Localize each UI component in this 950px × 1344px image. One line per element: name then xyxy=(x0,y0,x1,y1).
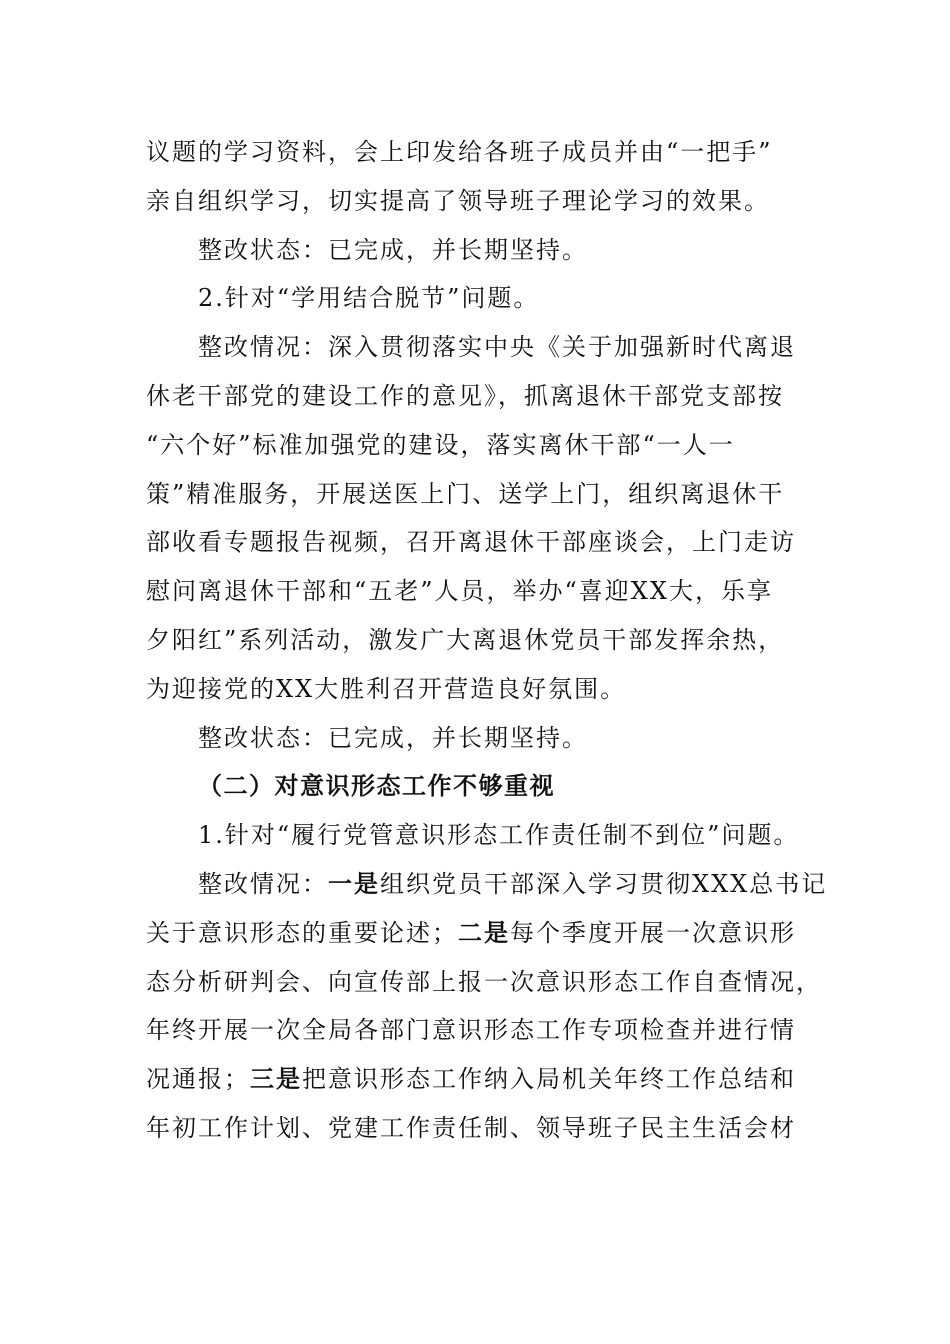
paragraph-line xyxy=(146,1055,816,1104)
paragraph-line: 亲自组织学习，切实提高了领导班子理论学习的效果。 xyxy=(146,186,770,215)
section-heading: （二）对意识形态工作不够重视 xyxy=(198,772,555,801)
text-segment: 况通报； xyxy=(146,1065,250,1094)
paragraph-line: 部收看专题报告视频，召开离退休干部座谈会，上门走访 xyxy=(146,528,796,557)
emphasis-text: 一是 xyxy=(328,869,380,898)
paragraph-line: 年终开展一次全局各部门意识形态工作专项检查并进行情 xyxy=(146,1016,796,1045)
paragraph-line: 议题的学习资料，会上印发给各班子成员并由“一把手” xyxy=(146,138,773,166)
text-segment: 每个季度开展一次意识形 xyxy=(510,918,796,947)
text-segment: 整改情况： xyxy=(198,869,328,898)
emphasis-text: 二是 xyxy=(458,918,510,947)
paragraph-line: 为迎接党的XX大胜利召开营造良好氛围。 xyxy=(146,674,627,703)
paragraph-line xyxy=(146,860,828,909)
paragraph-line: 慰问离退休干部和“五老”人员，举办“喜迎XX大，乐享 xyxy=(146,577,773,606)
status-line: 整改状态：已完成，并长期坚持。 xyxy=(198,235,588,264)
paragraph-line: 夕阳红”系列活动，激发广大离退休党员干部发挥余热， xyxy=(146,625,785,654)
paragraph-line: “六个好”标准加强党的建设，落实离休干部“一人一 xyxy=(146,430,735,459)
text-segment: 把意识形态工作纳入局机关年终工作总结和 xyxy=(302,1065,796,1094)
status-line: 整改状态：已完成，并长期坚持。 xyxy=(198,723,588,752)
item-title: 1.针对“履行党管意识形态工作责任制不到位”问题。 xyxy=(198,821,800,850)
paragraph-line: 整改情况：深入贯彻落实中央《关于加强新时代离退 xyxy=(198,333,796,362)
paragraph-line: 策”精准服务，开展送医上门、送学上门，组织离退休干 xyxy=(146,479,785,508)
paragraph-line: 态分析研判会、向宣传部上报一次意识形态工作自查情况， xyxy=(146,967,822,996)
text-segment: 组织党员干部深入学习贯彻XXX总书记 xyxy=(380,869,828,898)
emphasis-text: 三是 xyxy=(250,1065,302,1094)
paragraph-line: 年初工作计划、党建工作责任制、领导班子民主生活会材 xyxy=(146,1113,796,1142)
paragraph-line: 休老干部党的建设工作的意见》，抓离退休干部党支部按 xyxy=(146,381,784,410)
paragraph-line xyxy=(146,909,816,958)
text-segment: 关于意识形态的重要论述； xyxy=(146,918,458,947)
item-title: 2.针对“学用结合脱节”问题。 xyxy=(198,284,540,313)
body-text xyxy=(146,128,828,1153)
